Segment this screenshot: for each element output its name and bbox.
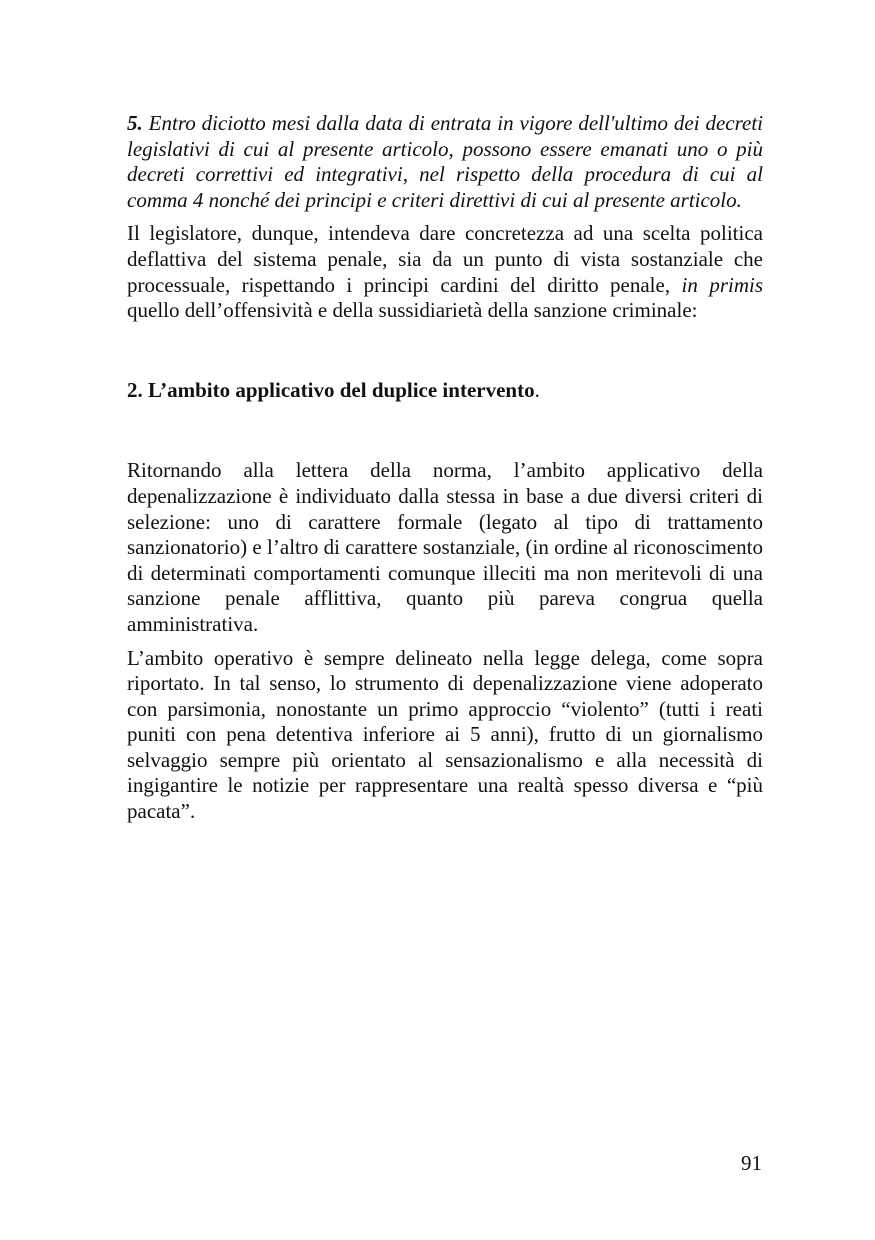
paragraph-legislator-intent	[127, 221, 763, 323]
clause-number: 5.	[127, 111, 143, 135]
paragraph-scope: Ritornando alla lettera della norma, l’ambito applicativo della depenalizzazione è individuato dalla stessa in base a due diversi criteri di selezione: uno di carattere formale (legato al tipo di trattamento sanzionatorio) e l’altro di carattere sostanziale, (in ordine al riconoscimento di determinati comportamenti comunque illeciti ma non meritevoli di una sanzione penale afflittiva, quanto più pareva congrua quella amministrativa.	[127, 458, 763, 636]
page-body	[127, 111, 763, 825]
section-heading-period: .	[534, 377, 540, 402]
italic-phrase: in primis	[681, 272, 764, 297]
clause-text: Entro diciotto mesi dalla data di entrata in vigore dell'ultimo dei decreti legislativi di cui al presente articolo, possono essere emanati uno o più decreti correttivi ed integrativi, nel rispetto della procedura di cui al comma 4 nonché dei principi e criteri direttivi di cui al presente articolo.	[127, 111, 763, 212]
section-heading	[127, 378, 763, 404]
paragraph-operative-scope: L’ambito operativo è sempre delineato nella legge delega, come sopra riportato. In tal senso, lo strumento di depenalizzazione viene adoperato con parsimonia, nonostante un primo approccio “violento” (tutti i reati puniti con pena detentiva inferiore ai 5 anni), frutto di un giornalismo selvaggio sempre più orientato al sensazionalismo e alla necessità di ingigantire le notizie per rappresentare una realtà spesso diversa e “più pacata”.	[127, 645, 763, 824]
quoted-clause	[127, 111, 763, 213]
paragraph-text: quello dell’offensività e della sussidiarietà della sanzione criminale:	[127, 298, 698, 323]
paragraph-text: Il legislatore, dunque, intendeva dare concretezza ad una scelta politica deflattiva del sistema penale, sia da un punto di vista sostanziale che processuale, rispettando i principi cardini del diritto penale,	[127, 221, 763, 297]
section-heading-text: 2. L’ambito applicativo del duplice intervento	[127, 377, 535, 402]
page-number: 91	[741, 1151, 762, 1175]
